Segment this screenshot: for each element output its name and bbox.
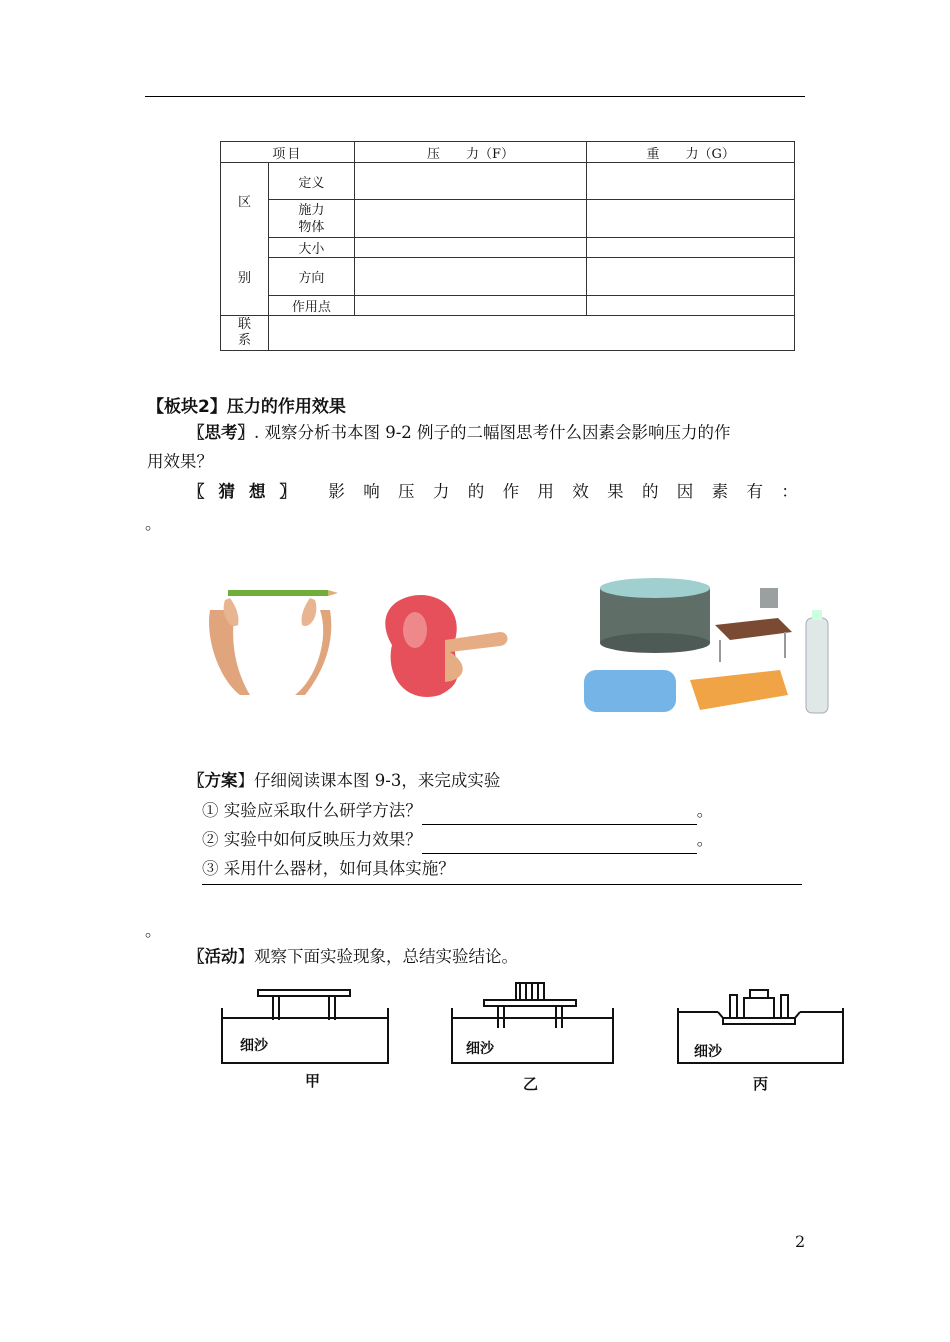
guess-char: 的 [641, 482, 659, 501]
page-number: 2 [795, 1232, 806, 1251]
think-paragraph [188, 418, 731, 447]
table-cell [587, 163, 795, 200]
table-cell [354, 258, 587, 296]
question-2 [202, 825, 713, 854]
guess-char: 力 [432, 482, 450, 501]
table-cell [354, 296, 587, 316]
table-row-label: 方向 [268, 258, 354, 296]
period: 。 [696, 801, 714, 820]
table-row-label-line: 施力 [298, 202, 325, 218]
table-header-pressure: 压 力（F） [354, 142, 587, 163]
comparison-table [220, 141, 795, 351]
table-link-label [221, 316, 269, 351]
table-row-label: 定义 [268, 163, 354, 200]
period: 。 [696, 830, 714, 849]
table-row-label-line: 物体 [298, 219, 325, 235]
table-cell [354, 200, 587, 238]
table-cell [354, 163, 587, 200]
guess-char: 果 [607, 482, 624, 501]
header-rule [145, 96, 805, 97]
table-row-label: 作用点 [268, 296, 354, 316]
answer-blank-2[interactable] [422, 835, 697, 854]
plan-text: 】仔细阅读课本图 9-3，来完成实验 [237, 771, 501, 790]
plan-paragraph [188, 766, 500, 795]
guess-char: 因 [676, 482, 694, 501]
guess-char: 作 [502, 482, 520, 501]
guess-char: 素 [711, 482, 729, 501]
guess-char: 效 [572, 482, 589, 501]
pressure-examples-illustration [200, 570, 840, 720]
table-row-label [268, 200, 354, 238]
answer-blank-1[interactable] [422, 806, 697, 825]
period-line: 。 [145, 921, 162, 940]
table-cell [587, 258, 795, 296]
sand-label-yi: 细沙 [466, 1041, 494, 1057]
question-2-text: ② 实验中如何反映压力效果？ [202, 830, 422, 849]
table-cell [268, 316, 794, 351]
plan-label: 〖方案 [188, 771, 238, 790]
guess-char: 用 [537, 482, 554, 501]
table-group-diff-bottom: 别 [221, 238, 269, 316]
table-header-gravity: 重 力（G） [587, 142, 795, 163]
table-link-line: 联 [237, 317, 251, 332]
guess-label: 〖猜想〗 [188, 482, 310, 501]
sand-label-bing: 细沙 [694, 1044, 722, 1060]
guess-char: 的 [467, 482, 485, 501]
table-cell [587, 238, 795, 258]
sand-label-jia: 细沙 [240, 1038, 268, 1054]
activity-label: 〖活动 [188, 947, 238, 966]
guess-line [188, 478, 798, 502]
section-heading: 【板块2】压力的作用效果 [147, 397, 346, 417]
activity-text: 】观察下面实验现象，总结实验结论。 [237, 947, 518, 966]
guess-char: ： [781, 482, 798, 501]
question-3: ③ 采用什么器材，如何具体实施？ [202, 859, 455, 878]
guess-end: 。 [145, 514, 162, 533]
guess-char: 影 [328, 482, 345, 501]
think-label: 〖思考〗 [188, 423, 254, 442]
think-text: . 观察分析书本图 9-2 例子的二幅图思考什么因素会影响压力的作 [254, 423, 731, 442]
caption-bing: 丙 [753, 1075, 769, 1093]
table-row-label: 大小 [268, 238, 354, 258]
activity-paragraph [188, 942, 518, 971]
answer-blank-3[interactable] [202, 884, 802, 885]
think-text-cont: 用效果？ [147, 452, 213, 471]
caption-yi: 乙 [523, 1075, 539, 1093]
pencil-hands-picture [209, 590, 338, 695]
caption-jia: 甲 [305, 1072, 321, 1090]
balloon-finger-picture [385, 595, 507, 697]
table-header-item: 项目 [221, 142, 355, 163]
table-link-line: 系 [237, 333, 251, 348]
table-cell [587, 200, 795, 238]
table-group-diff-top: 区 [221, 163, 269, 238]
guess-char: 响 [363, 482, 380, 501]
table-cell [587, 296, 795, 316]
guess-char: 有 [746, 482, 763, 501]
question-1-text: ① 实验应采取什么研学方法？ [202, 801, 422, 820]
sand-experiment-figures [218, 978, 848, 1093]
sponge-table-picture [584, 578, 828, 713]
table-cell [354, 238, 587, 258]
guess-char: 压 [398, 482, 415, 501]
question-1 [202, 796, 713, 825]
